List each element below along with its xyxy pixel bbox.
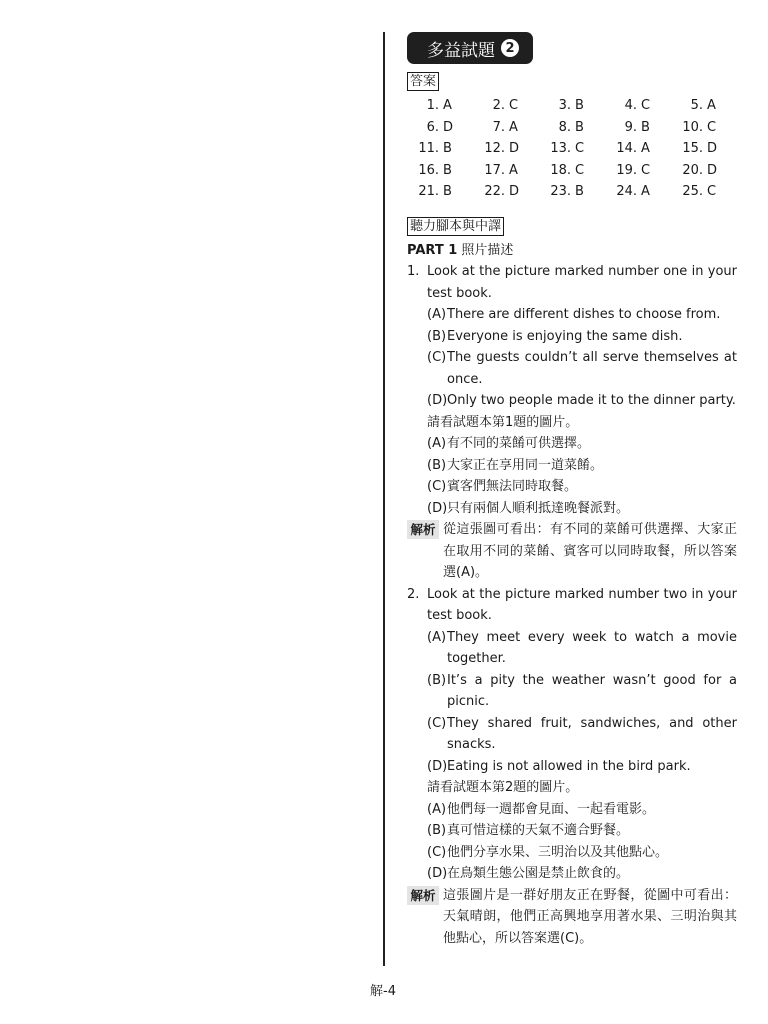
question-option: (B) Everyone is enjoying the same dish.: [427, 328, 683, 344]
part-heading: PART 1 照片描述: [407, 242, 514, 258]
answer-item: 17. A: [484, 162, 518, 178]
question-option: (D) Eating is not allowed in the bird park.: [427, 758, 691, 774]
zh-prompt: 請看試題本第2題的圖片。: [427, 780, 579, 795]
answer-item: 20. D: [682, 162, 718, 178]
section-number-icon: 2: [501, 39, 519, 57]
answer-item: 3. B: [558, 98, 584, 113]
zh-option: (A) 有不同的菜餚可供選擇。: [427, 436, 591, 451]
question-prompt: 1. Look at the picture marked number one in your test book.: [407, 264, 737, 301]
question-option: (C) The guests couldn’t all serve themselves at once.: [427, 350, 737, 387]
zh-option: (D) 在鳥類生態公園是禁止飲食的。: [427, 866, 630, 881]
zh-option: (D) 只有兩個人順利抵達晚餐派對。: [427, 500, 630, 516]
question-option: (A) They meet every week to watch a movie together.: [427, 629, 737, 666]
answer-column: [407, 32, 737, 949]
zh-prompt: 請看試題本第1題的圖片。: [427, 414, 579, 430]
column-divider: [383, 32, 385, 966]
answer-item: 15. D: [682, 141, 718, 156]
answer-item: 6. D: [426, 119, 454, 135]
zh-option: (A) 他們每一週都會見面、一起看電影。: [427, 801, 656, 817]
answer-item: 16. B: [418, 162, 452, 178]
answer-item: 9. B: [624, 119, 650, 135]
answer-item: 13. C: [550, 141, 585, 156]
answer-item: 21. B: [418, 184, 452, 199]
answer-item: 8. B: [558, 119, 584, 135]
question-option: (A) There are different dishes to choose from.: [427, 307, 721, 322]
zh-option: (C) 賓客們無法同時取餐。: [427, 479, 578, 494]
answer-item: 24. A: [616, 184, 650, 199]
analysis: 解析 這張圖片是一群好朋友正在野餐，從圖中可看出：天氣晴朗，他們正高興地享用著水果、三明治與其他點心，所以答案選(C)。: [407, 885, 737, 950]
answer-item: 23. B: [550, 184, 584, 199]
analysis-tag: 解析: [407, 886, 439, 905]
answers-label: 答案: [407, 72, 439, 91]
answer-item: 18. C: [550, 162, 585, 178]
zh-option: (B) 真可惜這樣的天氣不適合野餐。: [427, 823, 630, 838]
zh-option: (C) 他們分享水果、三明治以及其他點心。: [427, 844, 669, 860]
question-prompt: 2. Look at the picture marked number two in your test book.: [407, 586, 737, 623]
answer-grid: [407, 95, 737, 203]
answer-item: 2. C: [492, 98, 519, 113]
answer-item: 5. A: [690, 98, 716, 113]
zh-option: (B) 大家正在享用同一道菜餚。: [427, 457, 604, 473]
answer-item: 12. D: [484, 141, 520, 156]
section-title: 多益試題: [427, 40, 495, 61]
question-option: (B) It’s a pity the weather wasn’t good for a picnic.: [427, 672, 737, 709]
answer-item: 22. D: [484, 184, 520, 199]
question-option: (D) Only two people made it to the dinner party.: [427, 393, 736, 408]
section-title-badge: [407, 32, 533, 64]
analysis: 解析 從這張圖可看出：有不同的菜餚可供選擇、大家正在取用不同的菜餚、賓客可以同時取餐，所以答案選(A)。: [407, 519, 737, 584]
script-label: 聽力腳本與中譯: [407, 217, 504, 236]
answer-item: 25. C: [682, 184, 717, 199]
answer-item: 10. C: [682, 119, 717, 135]
answer-item: 7. A: [492, 119, 518, 135]
analysis-tag: 解析: [407, 520, 439, 539]
question-option: (C) They shared fruit, sandwiches, and other snacks.: [427, 715, 737, 752]
answer-item: 14. A: [616, 141, 650, 156]
answer-item: 1. A: [426, 98, 452, 113]
answer-item: 11. B: [418, 141, 452, 156]
answer-item: 4. C: [624, 98, 651, 113]
page-number: 解-4: [370, 984, 396, 999]
answer-item: 19. C: [616, 162, 651, 178]
